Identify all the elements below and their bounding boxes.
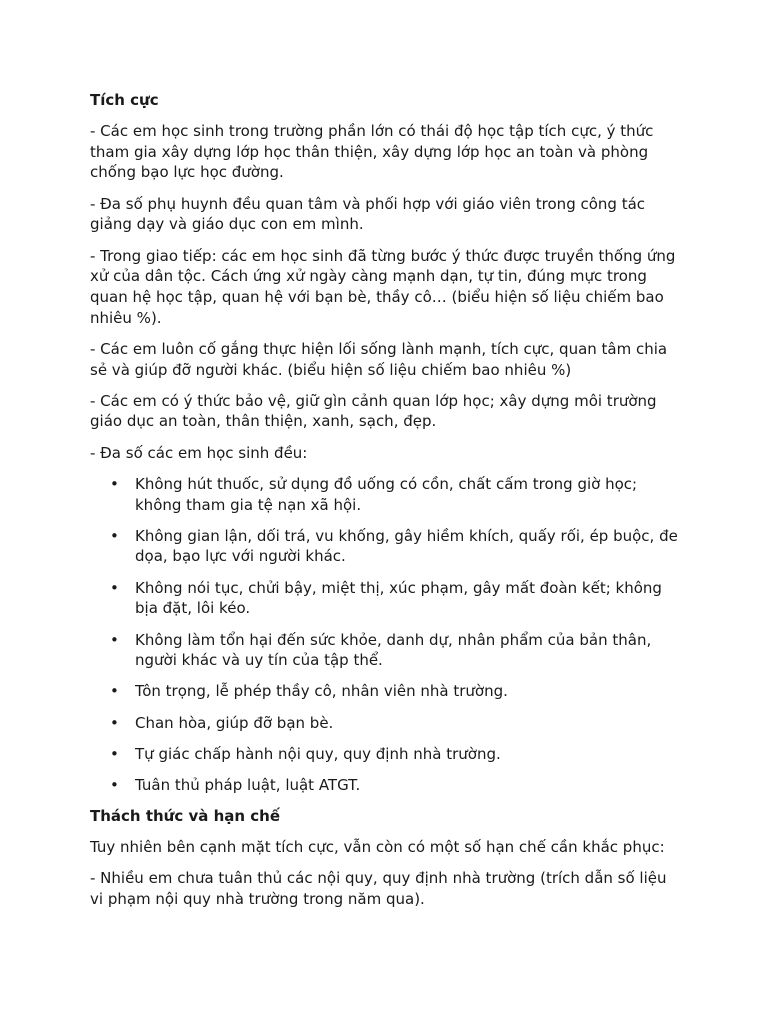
list-item-text: Tự giác chấp hành nội quy, quy định nhà trường.	[135, 744, 501, 763]
bullet-icon: •	[110, 713, 119, 732]
paragraph-majority-students: - Đa số các em học sinh đều:	[90, 443, 308, 462]
list-item-text: Tôn trọng, lễ phép thầy cô, nhân viên nhà trường.	[135, 682, 508, 701]
paragraph-parents: - Đa số phụ huynh đều quan tâm và phối hợp với giáo viên trong công tác giảng dạy và giáo dục con em mình.	[90, 194, 646, 234]
list-item	[90, 578, 678, 619]
paragraph-communication: - Trong giao tiếp: các em học sinh đã từng bước ý thức được truyền thống ứng xử của dân tộc. Cách ứng xử ngày càng mạnh dạn, tự tin, đúng mực trong quan hệ học tập, quan hệ với bạn bè, thầy cô… (biểu hiện số liệu chiếm bao nhiêu %).	[90, 246, 676, 327]
bullet-list	[90, 474, 678, 796]
list-item	[90, 744, 678, 765]
bullet-icon: •	[110, 526, 119, 545]
paragraph-limitations-intro: Tuy nhiên bên cạnh mặt tích cực, vẫn còn có một số hạn chế cần khắc phục:	[90, 838, 665, 857]
list-item-text: Không làm tổn hại đến sức khỏe, danh dự, nhân phẩm của bản thân, người khác và uy tín của tập thể.	[135, 630, 652, 670]
list-item	[90, 526, 678, 567]
list-item-text: Không nói tục, chửi bậy, miệt thị, xúc phạm, gây mất đoàn kết; không bịa đặt, lôi kéo.	[135, 578, 662, 618]
list-item-text: Không gian lận, dối trá, vu khống, gây hiềm khích, quấy rối, ép buộc, đe dọa, bạo lực với người khác.	[135, 526, 678, 566]
list-item-text: Tuân thủ pháp luật, luật ATGT.	[135, 776, 361, 795]
list-item-text: Chan hòa, giúp đỡ bạn bè.	[135, 713, 334, 732]
list-item	[90, 681, 678, 702]
bullet-icon: •	[110, 744, 119, 763]
section-heading-challenges: Thách thức và hạn chế	[90, 807, 281, 826]
bullet-icon: •	[110, 578, 119, 597]
bullet-icon: •	[110, 682, 119, 701]
paragraph-environment: - Các em có ý thức bảo vệ, giữ gìn cảnh quan lớp học; xây dựng môi trường giáo dục an toàn, thân thiện, xanh, sạch, đẹp.	[90, 391, 657, 431]
section-heading-positive: Tích cực	[90, 91, 159, 109]
list-item	[90, 474, 678, 515]
list-item	[90, 630, 678, 671]
list-item-text: Không hút thuốc, sử dụng đồ uống có cồn, chất cấm trong giờ học; không tham gia tệ nạn xã hội.	[135, 474, 638, 514]
list-item	[90, 775, 678, 796]
list-item	[90, 713, 678, 734]
bullet-icon: •	[110, 474, 119, 493]
paragraph-rule-violations: - Nhiều em chưa tuân thủ các nội quy, quy định nhà trường (trích dẫn số liệu vi phạm nội quy nhà trường trong năm qua).	[90, 869, 667, 909]
paragraph-healthy-lifestyle: - Các em luôn cố gắng thực hiện lối sống lành mạnh, tích cực, quan tâm chia sẻ và giúp đỡ người khác. (biểu hiện số liệu chiếm bao nhiêu %)	[90, 339, 668, 379]
bullet-icon: •	[110, 630, 119, 649]
bullet-icon: •	[110, 776, 119, 795]
paragraph-students-attitude: - Các em học sinh trong trường phần lớn có thái độ học tập tích cực, ý thức tham gia xây dựng lớp học thân thiện, xây dựng lớp học an toàn và phòng chống bạo lực học đường.	[90, 122, 654, 182]
